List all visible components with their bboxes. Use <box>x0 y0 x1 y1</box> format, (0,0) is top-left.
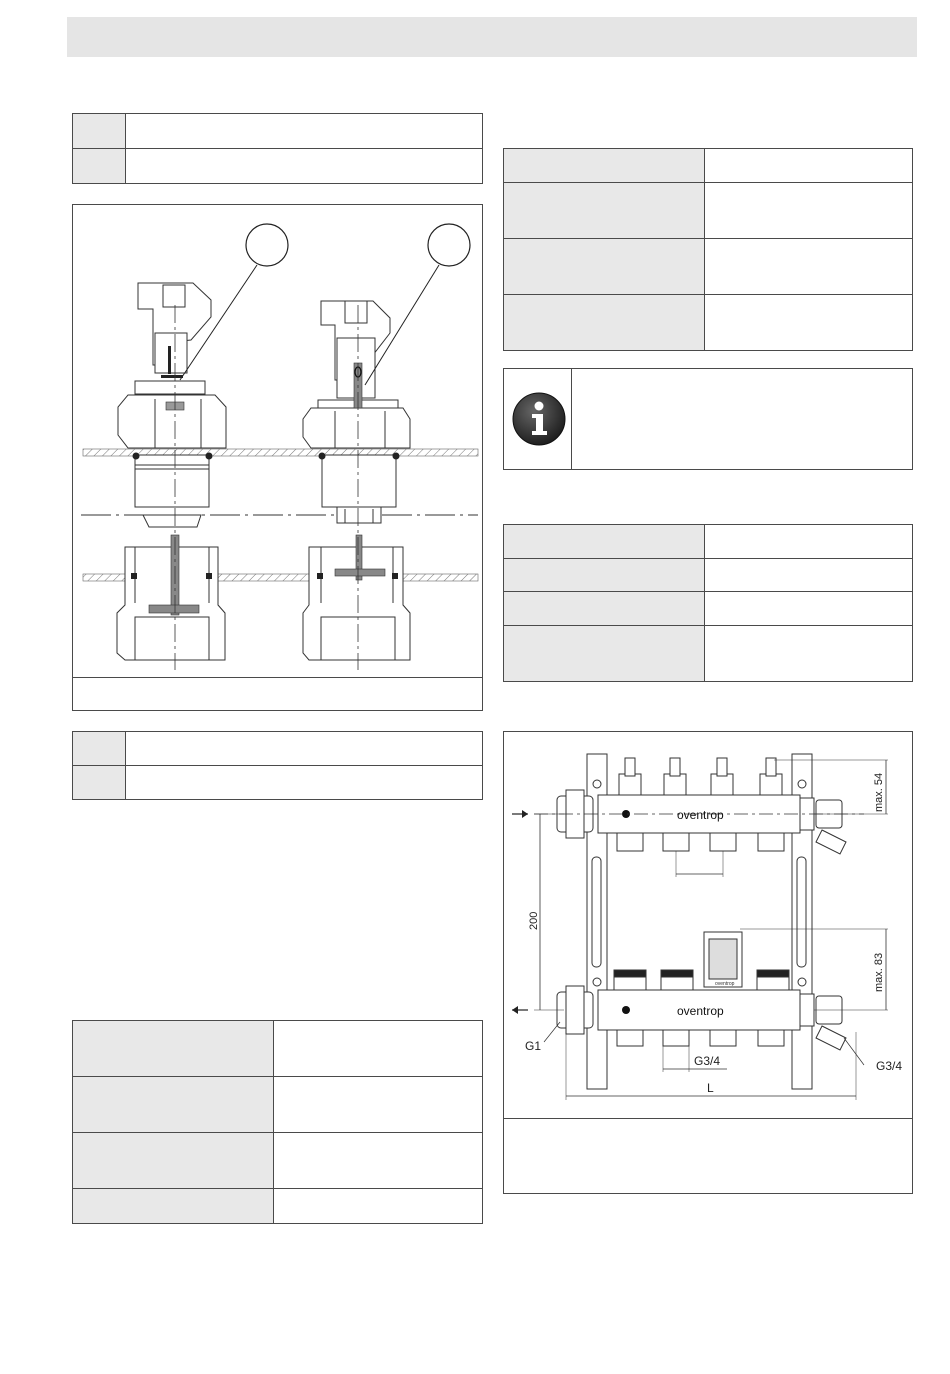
valve-drawing-figure <box>72 204 483 711</box>
table-row <box>73 732 483 766</box>
right-valve <box>303 301 410 660</box>
table-row <box>73 149 483 184</box>
manifold-drawing-figure <box>503 731 913 1194</box>
actuator-brand-label: oventrop <box>715 981 735 987</box>
figure-caption-divider <box>504 1118 912 1119</box>
label-g34-center: G3/4 <box>694 1054 721 1068</box>
table-row <box>504 525 913 559</box>
info-box <box>503 368 913 470</box>
table-row <box>73 1077 483 1133</box>
table-row <box>504 295 913 351</box>
brand-label-top: oventrop <box>677 808 724 822</box>
table-row <box>504 183 913 239</box>
dimension-200: 200 <box>528 911 540 930</box>
right-data-table-bottom <box>503 524 913 682</box>
label-g34-right: G3/4 <box>876 1059 903 1073</box>
brand-label-bottom: oventrop <box>677 1004 724 1018</box>
table-row <box>73 766 483 800</box>
label-length-l: L <box>707 1081 714 1095</box>
table-row <box>504 239 913 295</box>
table-row <box>73 1133 483 1189</box>
left-key-table-bottom <box>72 731 483 800</box>
valve-cross-section-drawing <box>73 205 482 677</box>
table-row <box>73 1021 483 1077</box>
dimension-max-83: max. 83 <box>873 952 885 992</box>
info-icon <box>511 391 567 447</box>
table-row <box>504 626 913 682</box>
table-row <box>504 559 913 592</box>
table-row <box>504 592 913 626</box>
table-row <box>73 114 483 149</box>
figure-caption-divider <box>73 677 482 678</box>
right-data-table-top <box>503 148 913 351</box>
label-g1: G1 <box>525 1039 542 1053</box>
dimension-max-54: max. 54 <box>873 772 885 812</box>
table-row <box>504 149 913 183</box>
callout-circle-left <box>246 224 288 266</box>
callout-circle-right <box>428 224 470 266</box>
left-data-table <box>72 1020 483 1224</box>
page-header-bar <box>67 17 917 57</box>
left-key-table-top <box>72 113 483 184</box>
table-row <box>73 1189 483 1224</box>
manifold-drawing <box>504 732 912 1118</box>
